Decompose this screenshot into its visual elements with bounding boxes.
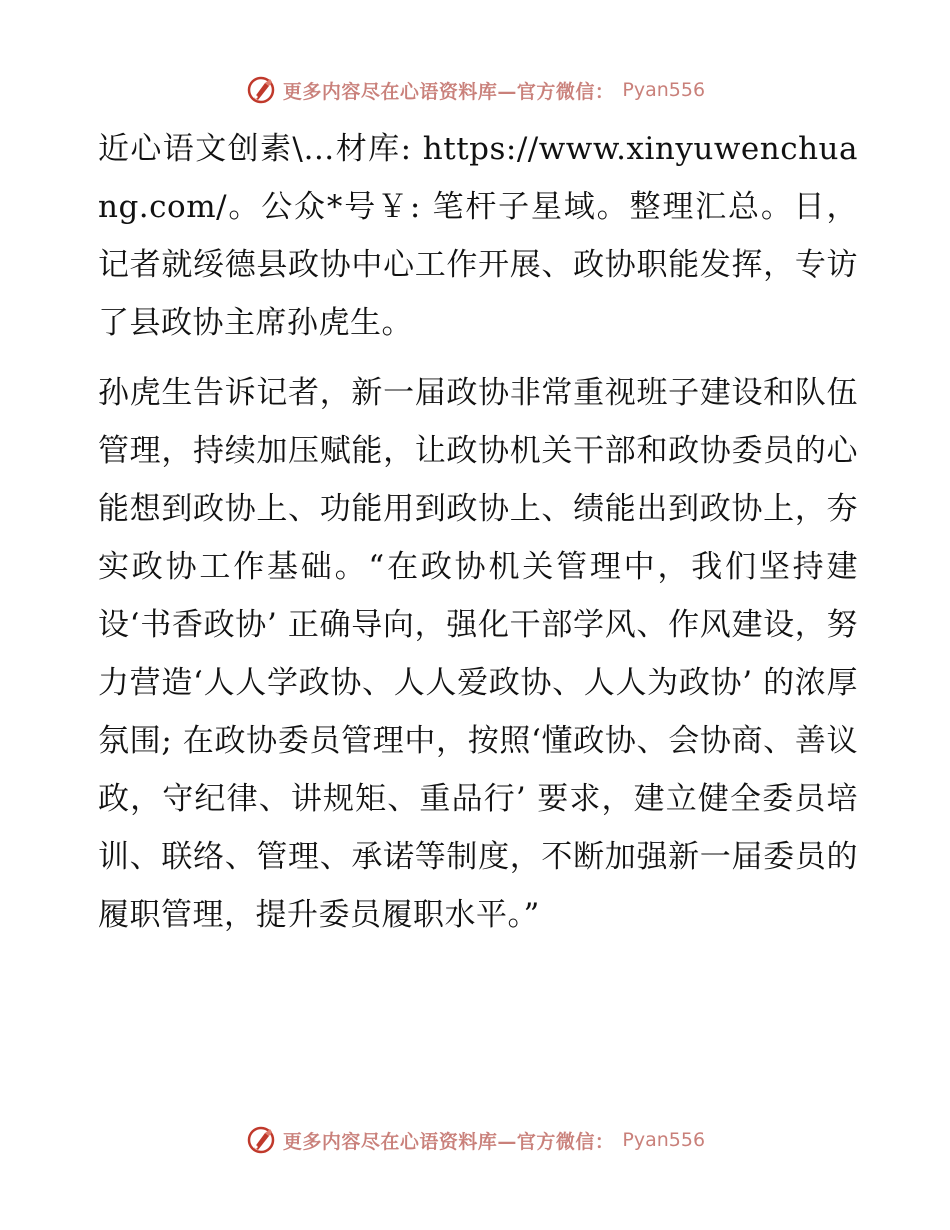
banner-wechat-id: Pyan556 — [622, 79, 706, 101]
pen-logo-icon — [245, 1124, 277, 1156]
banner-text: 更多内容尽在心语资料库—官方微信： — [282, 1130, 615, 1153]
header-banner-content — [245, 74, 705, 106]
banner-wechat-id: Pyan556 — [622, 1129, 706, 1151]
footer-banner-content — [245, 1124, 705, 1156]
header-banner — [0, 70, 950, 110]
paragraph-interview: 孙虎生告诉记者，新一届政协非常重视班子建设和队伍管理，持续加压赋能，让政协机关干部和政协委员的心能想到政协上、功能用到政协上、绩能出到政协上，夯实政协工作基础。“在政协机关管理中，我们坚持建设‘书香政协’ 正确导向，强化干部学风、作风建设，努力营造‘人人学政协、人人爱政协、人人为政协’ 的浓厚氛围; 在政协委员管理中，按照‘懂政协、会协商、善议政，守纪律、讲规矩、重品行’ 要求，建立健全委员培训、联络、管理、承诺等制度，不断加强新一届委员的履职管理，提升委员履职水平。” — [98, 375, 858, 933]
paragraph-intro: 近心语文创素\…材库: https://www.xinyuwenchuang.com/。公众*号￥: 笔杆子星域。整理汇总。日，记者就绥德县政协中心工作开展、政协职能发挥，专访了县政协主席孙虎生。 — [98, 131, 858, 341]
pen-logo-icon — [245, 74, 277, 106]
banner-text: 更多内容尽在心语资料库—官方微信： — [282, 80, 615, 103]
document-body — [98, 120, 858, 944]
footer-banner — [0, 1120, 950, 1160]
